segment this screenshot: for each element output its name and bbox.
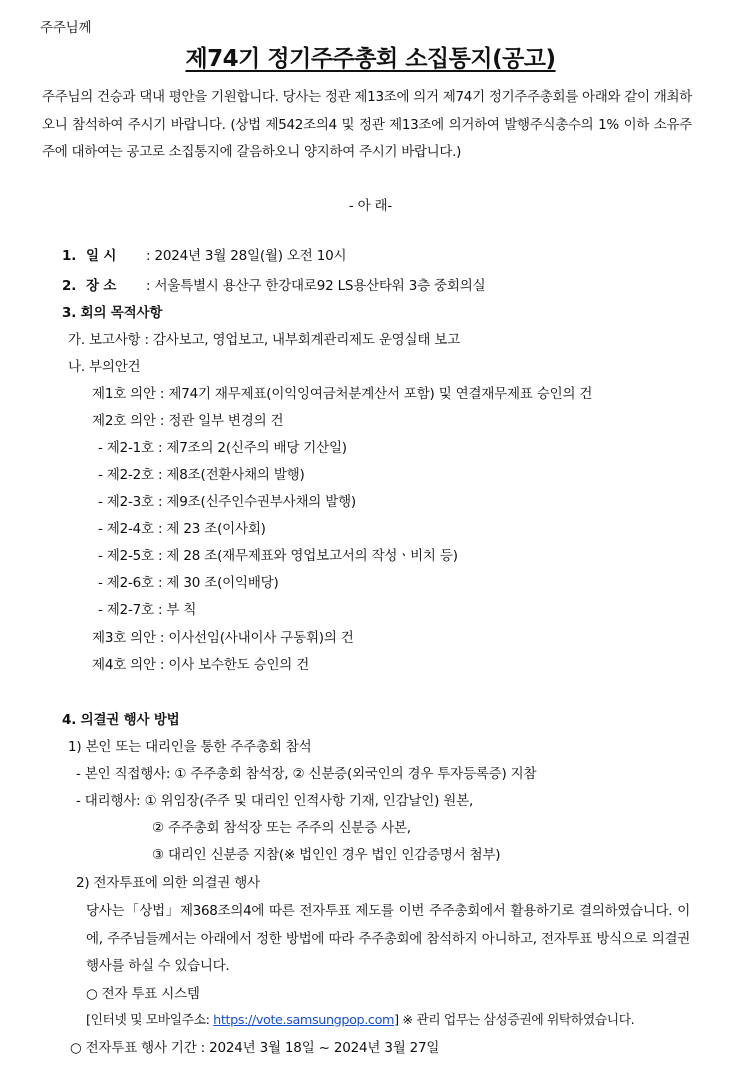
in-person-heading: 1) 본인 또는 대리인을 통한 주주총회 참석 <box>68 739 312 755</box>
resolution-2: 제2호 의안 : 정관 일부 변경의 건 <box>92 413 284 429</box>
item-place-number: 2. <box>62 278 77 294</box>
electronic-text: 당사는「상법」제368조의4에 따른 전자투표 제도를 이번 주주총회에서 활용하기로 결의하였습니다. 이에, 주주님들께서는 아래에서 정한 방법에 따라 주주총회에 참석하지 아니하고, 전자투표 방식으로 의결권 행사를 하실 수 있습니다. <box>86 903 690 974</box>
salutation: 주주님께 <box>40 20 92 36</box>
sub-item-2-4: - 제2-4호 : 제 23 조(이사회) <box>98 521 266 537</box>
resolution-1: 제1호 의안 : 제74기 재무제표(이익잉여금처분계산서 포함) 및 연결재무제표 승인의 건 <box>92 386 593 402</box>
item-place-value: : 서울특별시 용산구 한강대로92 LS용산타워 3층 중회의실 <box>146 278 486 294</box>
sub-item-2-2: - 제2-2호 : 제8조(전환사채의 발행) <box>98 467 305 483</box>
item-place-label: 장 소 <box>86 278 117 294</box>
item-date <box>62 246 346 266</box>
proxy-voting-1: - 대리행사: ① 위임장(주주 및 대리인 인적사항 기재, 인감날인) 원본, <box>76 793 474 809</box>
agenda-heading: 3. 회의 목적사항 <box>62 305 163 321</box>
item-date-number: 1. <box>62 248 77 264</box>
sub-item-2-6: - 제2-6호 : 제 30 조(이익배당) <box>98 575 279 591</box>
item-date-label: 일 시 <box>86 248 117 264</box>
resolution-4: 제4호 의안 : 이사 보수한도 승인의 건 <box>92 657 310 673</box>
below-marker: - 아 래- <box>348 198 393 214</box>
voting-heading: 4. 의결권 행사 방법 <box>62 712 180 728</box>
sub-item-2-1: - 제2-1호 : 제7조의 2(신주의 배당 기산일) <box>98 440 347 456</box>
voting-period: ○ 전자투표 행사 기간 : 2024년 3월 18일 ~ 2024년 3월 27일 <box>70 1040 440 1056</box>
intro-paragraph: 주주님의 건승과 댁내 평안을 기원합니다. 당사는 정관 제13조에 의거 제74기 정기주주총회를 아래와 같이 개최하오니 참석하여 주시기 바랍니다. (상법 제542조의4 및 정관 제13조에 의거하여 발행주식총수의 1% 이하 소유주주에 대하여는 공고로 소집통지에 갈음하오니 양지하여 주시기 바랍니다.) <box>42 89 692 160</box>
title-text: 제74기 정기주주총회 소집통지(공고) <box>185 46 556 72</box>
page-title <box>0 42 741 76</box>
system-heading: ○ 전자 투표 시스템 <box>86 986 200 1002</box>
report-items: 가. 보고사항 : 감사보고, 영업보고, 내부회계관리제도 운영실태 보고 <box>68 332 460 348</box>
resolution-heading: 나. 부의안건 <box>68 359 141 375</box>
proxy-voting-2: ② 주주총회 참석장 또는 주주의 신분증 사본, <box>152 820 411 836</box>
address-prefix: [인터넷 및 모바일주소: <box>86 1013 214 1028</box>
direct-voting: - 본인 직접행사: ① 주주총회 참석장, ② 신분증(외국인의 경우 투자등록증) 지참 <box>76 766 537 782</box>
address-suffix: ] ※ 관리 업무는 삼성증권에 위탁하였습니다. <box>394 1013 635 1028</box>
proxy-voting-3: ③ 대리인 신분증 지참(※ 법인인 경우 법인 인감증명서 첨부) <box>152 847 501 863</box>
sub-item-2-5: - 제2-5호 : 제 28 조(재무제표와 영업보고서의 작성ㆍ비치 등) <box>98 548 458 564</box>
vote-address <box>86 1011 634 1031</box>
vote-url-link[interactable]: https://vote.samsungpop.com <box>213 1013 395 1028</box>
sub-item-2-7: - 제2-7호 : 부 칙 <box>98 602 197 618</box>
item-place <box>62 276 485 296</box>
item-date-value: : 2024년 3월 28일(월) 오전 10시 <box>146 248 347 264</box>
resolution-3: 제3호 의안 : 이사선임(사내이사 구동휘)의 건 <box>92 630 354 646</box>
electronic-heading: 2) 전자투표에 의한 의결권 행사 <box>76 875 260 891</box>
sub-item-2-3: - 제2-3호 : 제9조(신주인수권부사채의 발행) <box>98 494 356 510</box>
